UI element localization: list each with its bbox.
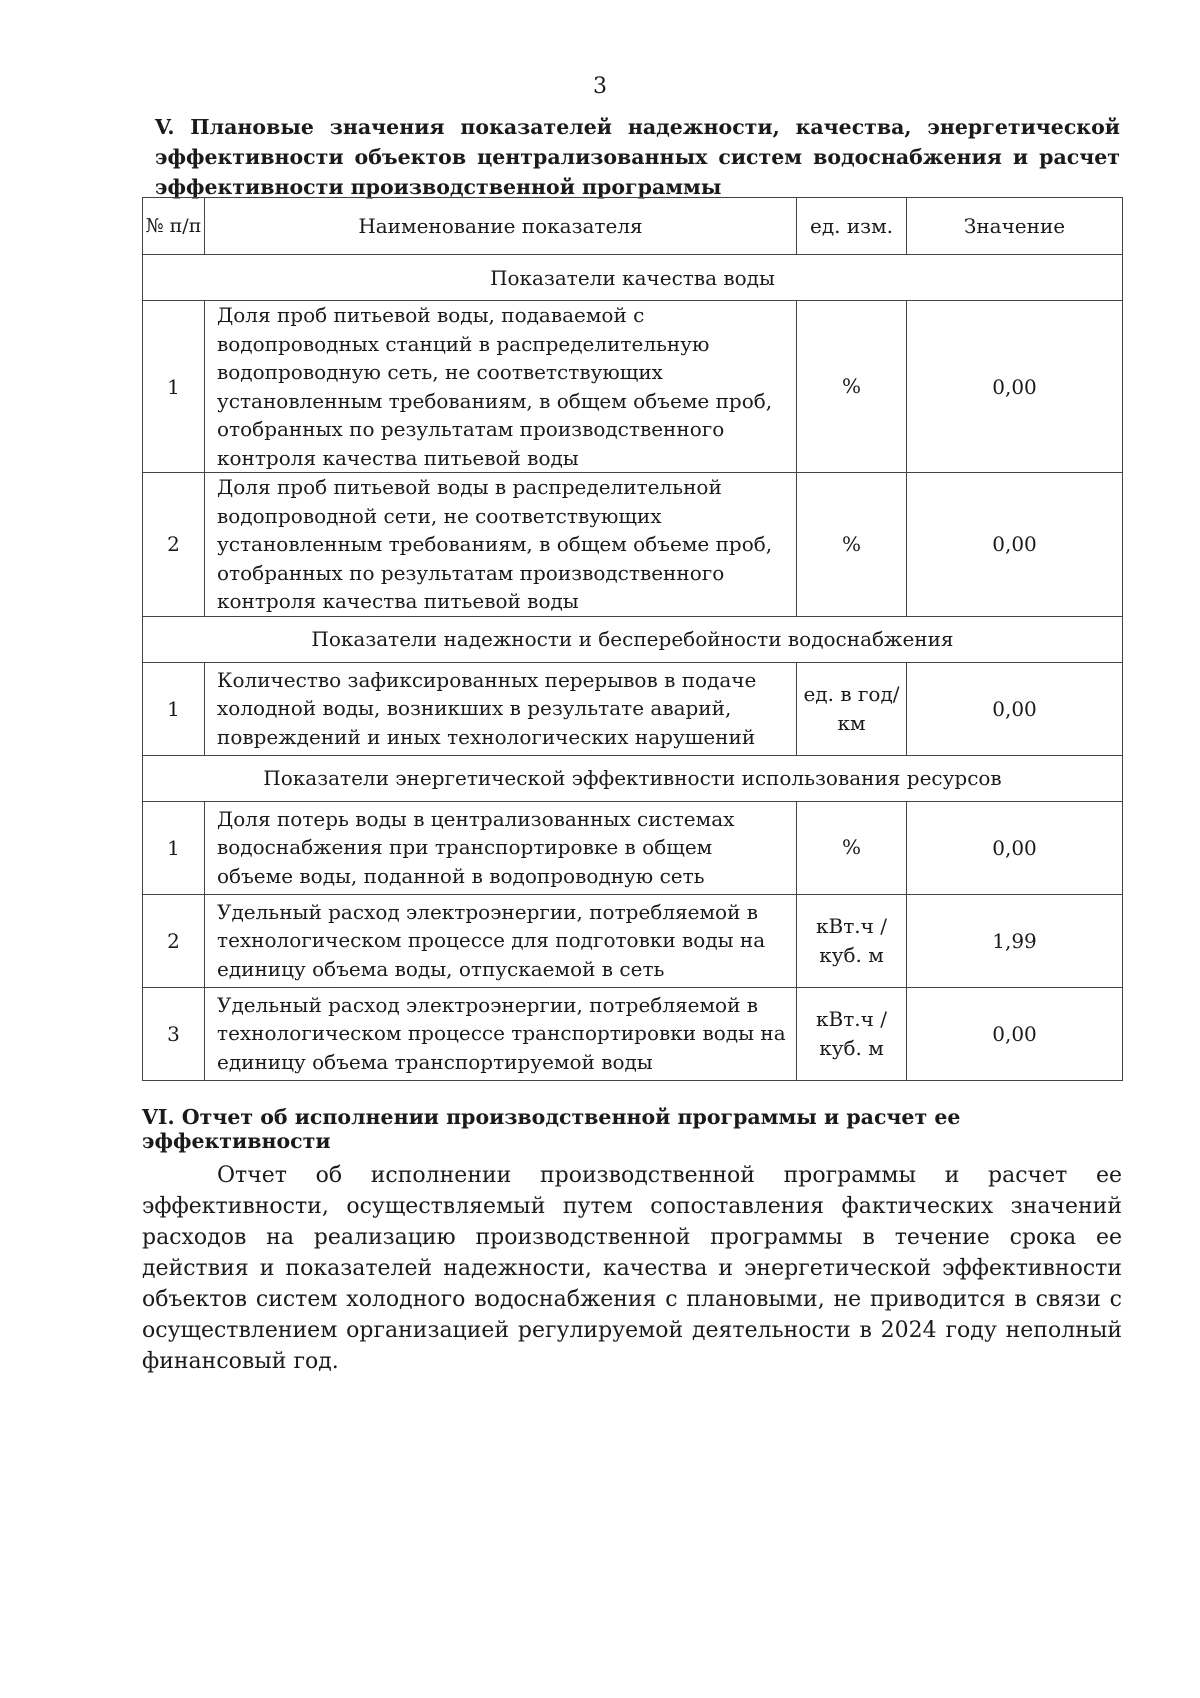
row-name: Удельный расход электроэнергии, потребляемой в технологическом процессе для подготовки воды на единицу объема воды, отпускаемой в сеть: [205, 894, 797, 987]
row-value: 0,00: [907, 662, 1123, 755]
page-number: 3: [593, 74, 607, 99]
group-row-quality: [143, 255, 1123, 301]
table-row: [143, 662, 1123, 755]
row-num: 1: [143, 801, 205, 894]
table-row: [143, 987, 1123, 1080]
row-unit: %: [797, 301, 907, 473]
row-unit: ед. в год/ км: [797, 662, 907, 755]
row-name: Удельный расход электроэнергии, потребляемой в технологическом процессе транспортировки воды на единицу объема транспортируемой воды: [205, 987, 797, 1080]
group-row-energy: [143, 755, 1123, 801]
row-name: Доля проб питьевой воды, подаваемой с водопроводных станций в распределительную водопроводную сеть, не соответствующих установленным требованиям, в общем объеме проб, отобранных по результатам производственного контроля качества питьевой воды: [205, 301, 797, 473]
row-unit: %: [797, 473, 907, 617]
group-title: Показатели надежности и бесперебойности водоснабжения: [143, 616, 1123, 662]
row-num: 1: [143, 662, 205, 755]
header-value: Значение: [907, 198, 1123, 255]
indicators-table: [142, 197, 1123, 1081]
table-header-row: [143, 198, 1123, 255]
group-title: Показатели энергетической эффективности использования ресурсов: [143, 755, 1123, 801]
row-num: 3: [143, 987, 205, 1080]
row-name: Доля проб питьевой воды в распределительной водопроводной сети, не соответствующих установленным требованиям, в общем объеме проб, отобранных по результатам производственного контроля качества питьевой воды: [205, 473, 797, 617]
table-row: [143, 473, 1123, 617]
row-value: 1,99: [907, 894, 1123, 987]
row-value: 0,00: [907, 801, 1123, 894]
row-num: 2: [143, 473, 205, 617]
table-row: [143, 301, 1123, 473]
table-row: [143, 894, 1123, 987]
row-unit: кВт.ч / куб. м: [797, 987, 907, 1080]
header-num: № п/п: [143, 198, 205, 255]
row-unit: %: [797, 801, 907, 894]
section-6-body: Отчет об исполнении производственной программы и расчет ее эффективности, осуществляемый путем сопоставления фактических значений расходов на реализацию производственной программы в течение срока ее действия и показателей надежности, качества и энергетической эффективности объектов систем холодного водоснабжения с плановыми, не приводится в связи с осуществлением организацией регулируемой деятельности в 2024 году неполный финансовый год.: [142, 1163, 1122, 1374]
row-name: Количество зафиксированных перерывов в подаче холодной воды, возникших в результате аварий, повреждений и иных технологических нарушений: [205, 662, 797, 755]
row-value: 0,00: [907, 301, 1123, 473]
row-num: 2: [143, 894, 205, 987]
group-row-reliability: [143, 616, 1123, 662]
table-row: [143, 801, 1123, 894]
row-unit: кВт.ч / куб. м: [797, 894, 907, 987]
row-name: Доля потерь воды в централизованных системах водоснабжения при транспортировке в общем объеме воды, поданной в водопроводную сеть: [205, 801, 797, 894]
group-title: Показатели качества воды: [143, 255, 1123, 301]
header-unit: ед. изм.: [797, 198, 907, 255]
section-6-title: VI. Отчет об исполнении производственной программы и расчет ее эффективности: [142, 1105, 961, 1153]
row-num: 1: [143, 301, 205, 473]
row-value: 0,00: [907, 987, 1123, 1080]
row-value: 0,00: [907, 473, 1123, 617]
section-5-title: V. Плановые значения показателей надежности, качества, энергетической эффективности объектов централизованных систем водоснабжения и расчет эффективности производственной программы: [155, 115, 1120, 199]
header-name: Наименование показателя: [205, 198, 797, 255]
